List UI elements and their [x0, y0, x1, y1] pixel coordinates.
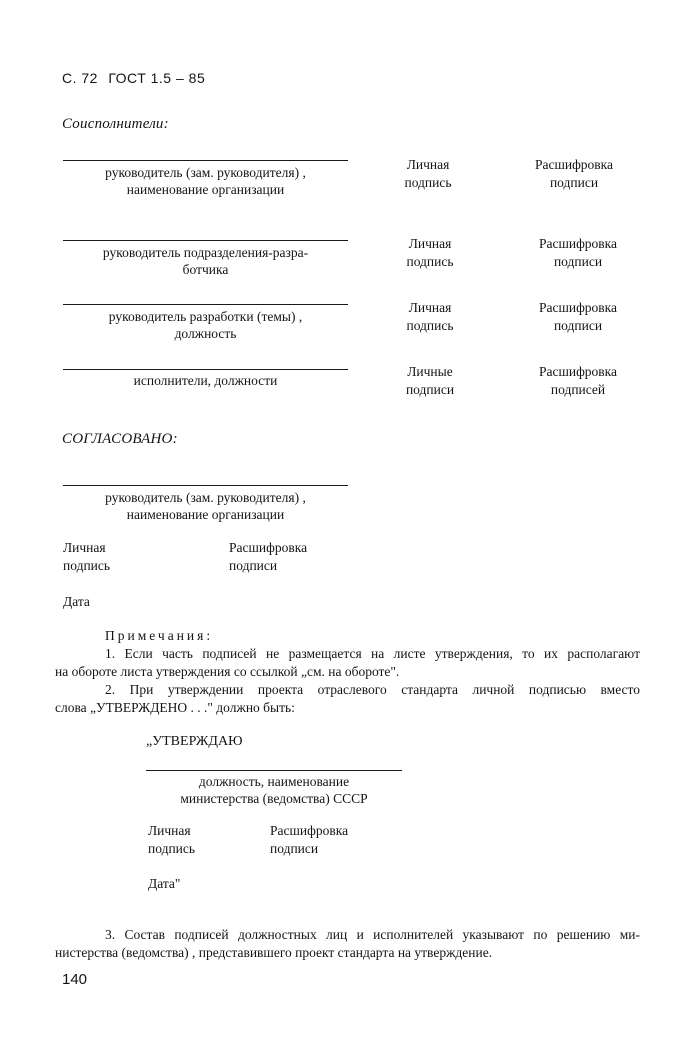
signature-label: Личная подпись — [404, 157, 452, 190]
note-2-line-1: 2. При утверждении проекта отраслевого стандарта личной подписью вместо — [105, 682, 640, 697]
signature-line — [63, 304, 348, 305]
signature-line — [63, 369, 348, 370]
signature-line — [146, 770, 402, 771]
agreed-decryption-label: Расшифровка подписи — [229, 540, 308, 573]
coexecutor-caption: руководитель (зам. руководителя) , наименование организации — [105, 165, 306, 197]
page-ref: С. 72 — [62, 70, 98, 86]
coexecutor-caption: исполнители, должности — [133, 373, 278, 388]
note-1-line-2: на обороте листа утверждения со ссылкой „см. на обороте". — [55, 664, 400, 679]
agreed-signature-label: Личная подпись — [63, 540, 111, 573]
note-3-line-2: нистерства (ведомства) , представившего проект стандарта на утверждение. — [55, 945, 493, 960]
note-1-line-1: 1. Если часть подписей не размещается на листе утверждения, то их располагают — [105, 646, 640, 661]
signature-label: Личные подписи — [405, 364, 455, 397]
signature-line — [63, 240, 348, 241]
approve-signature-label: Личная подпись — [148, 823, 196, 856]
coexecutor-caption: руководитель разработки (темы) , должность — [108, 309, 303, 341]
signature-label: Личная подпись — [406, 236, 454, 269]
decryption-label: Расшифровка подписей — [538, 364, 618, 397]
page-number: 140 — [62, 971, 88, 988]
coexecutors-title: Соисполнители: — [62, 116, 169, 132]
agreed-caption: руководитель (зам. руководителя) , наименование организации — [105, 490, 306, 522]
agreed-title: СОГЛАСОВАНО: — [62, 431, 178, 447]
standard-id: ГОСТ 1.5 – 85 — [108, 70, 206, 86]
note-3-line-1: 3. Состав подписей должностных лиц и исполнителей указывают по решению ми- — [105, 927, 640, 942]
approve-date: Дата" — [148, 876, 181, 891]
approve-caption: должность, наименование министерства (ведомства) СССР — [180, 774, 368, 806]
decryption-label: Расшифровка подписи — [538, 236, 618, 269]
signature-label: Личная подпись — [406, 300, 454, 333]
signature-line — [63, 485, 348, 486]
page-header — [62, 70, 205, 86]
signature-line — [63, 160, 348, 161]
coexecutor-caption: руководитель подразделения-разра- ботчика — [102, 245, 309, 277]
decryption-label: Расшифровка подписи — [534, 157, 614, 190]
note-2-line-2: слова „УТВЕРЖДЕНО . . ." должно быть: — [55, 700, 295, 715]
decryption-label: Расшифровка подписи — [538, 300, 618, 333]
notes-title: Примечания: — [105, 628, 214, 643]
approve-title: „УТВЕРЖДАЮ — [146, 734, 243, 749]
approve-decryption-label: Расшифровка подписи — [270, 823, 349, 856]
agreed-date: Дата — [63, 594, 90, 609]
